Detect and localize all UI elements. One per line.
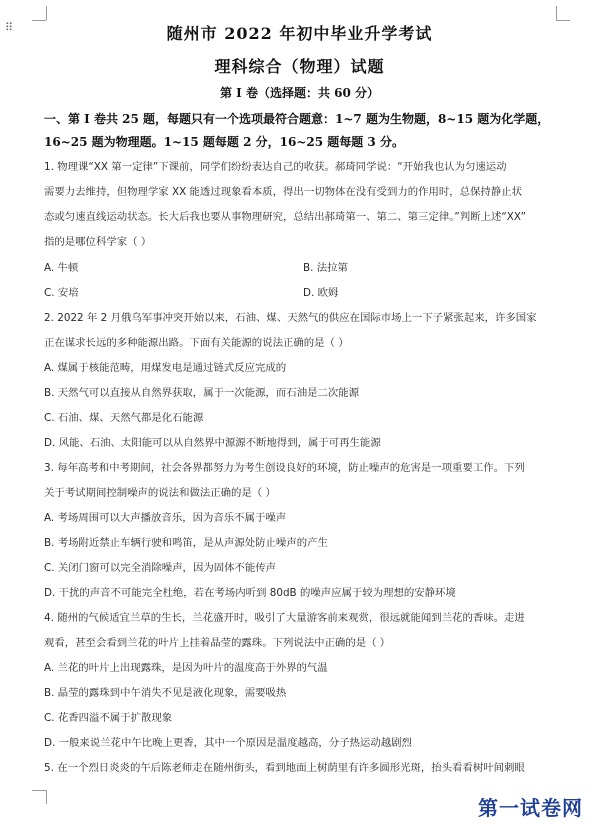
question-1-option-a: A. 牛顿 [44,262,79,274]
question-3-option-a: A. 考场周围可以大声播放音乐，因为音乐不属于噪声 [44,512,287,524]
page-title: 随州市 2022 年初中毕业升学考试 [166,24,433,43]
question-1-line: 需要力去维持，但物理学家 XX 能透过现象看本质，得出一切物体在没有受到力的作用时，总保持静止状 [44,186,523,198]
question-2-line: 正在谋求长远的多种能源出路。下面有关能源的说法正确的是（ ） [44,337,349,349]
page-subtitle: 理科综合（物理）试题 [214,57,385,76]
question-4-line: 观看，甚至会看到兰花的叶片上挂着晶莹的露珠。下列说法中正确的是（ ） [44,637,391,649]
crop-mark-top-right-v [556,6,557,20]
question-4-option-d: D. 一般来说兰花中午比晚上更香，其中一个原因是温度越高，分子热运动越剧烈 [44,737,412,749]
site-watermark: 第一试卷网 [478,796,583,820]
crop-mark-bottom-left-h [32,790,46,791]
question-3-line: 关于考试期间控制噪声的说法和做法正确的是（ ） [44,487,276,499]
question-2-option-b: B. 天然气可以直接从自然界获取，属于一次能源，而石油是二次能源 [44,387,360,399]
question-2-option-c: C. 石油、煤、天然气都是化石能源 [44,412,204,424]
question-4-option-b: B. 晶莹的露珠到中午消失不见是液化现象，需要吸热 [44,687,287,699]
crop-mark-bottom-left-v [46,790,47,804]
question-3-option-d: D. 干扰的声音不可能完全杜绝，若在考场内听到 80dB 的噪声应属于较为理想的安静环境 [44,587,456,599]
question-5-line: 5. 在一个烈日炎炎的午后陈老师走在随州街头，看到地面上树荫里有许多圆形光斑，抬头看看树叶间刺眼 [44,762,525,774]
question-3-option-b: B. 考场附近禁止车辆行驶和鸣笛，是从声源处防止噪声的产生 [44,537,328,549]
question-1-line: 1. 物理课“XX 第一定律”下课前，同学们纷纷表达自己的收获。郝琦同学说：“开始我也认为匀速运动 [44,161,507,173]
question-2-option-d: D. 风能、石油、太阳能可以从自然界中源源不断地得到，属于可再生能源 [44,437,381,449]
question-3-line: 3. 每年高考和中考期间，社会各界都努力为考生创设良好的环境，防止噪声的危害是一项重要工作。下列 [44,462,525,474]
question-1-option-d: D. 欧姆 [303,287,339,299]
question-1-line: 指的是哪位科学家（ ） [44,236,152,248]
question-2-option-a: A. 煤属于核能范畴，用煤发电是通过链式反应完成的 [44,362,287,374]
question-3-option-c: C. 关闭门窗可以完全消除噪声，因为固体不能传声 [44,562,277,574]
question-2-line: 2. 2022 年 2 月俄乌军事冲突开始以来，石油、煤、天然气的供应在国际市场上一下子紧张起来，许多国家 [44,312,537,324]
question-1-line: 态或匀速直线运动状态。长大后我也要从事物理研究，总结出郝琦第一、第二、第三定律。”判断上述“XX” [44,211,526,223]
question-4-option-c: C. 花香四溢不属于扩散现象 [44,712,173,724]
drag-handle-icon[interactable]: ⠿ [5,21,15,34]
question-4-line: 4. 随州的气候适宜兰草的生长，兰花盛开时，吸引了大量游客前来观赏，很远就能闻到兰花的香味。走进 [44,612,525,624]
volume-heading: 第 I 卷（选择题：共 60 分） [219,86,380,100]
section-instructions: 一、第 I 卷共 25 题，每题只有一个选项最符合题意：1~7 题为生物题，8~15 题为化学题，16~25 题为物理题。1~15 题每题 2 分，16~25 题每题 3 分。 [44,112,550,149]
crop-mark-top-left-v [46,6,47,20]
question-4-option-a: A. 兰花的叶片上出现露珠，是因为叶片的温度高于外界的气温 [44,662,328,674]
question-1-option-c: C. 安培 [44,287,79,299]
question-1-option-b: B. 法拉第 [303,262,348,274]
